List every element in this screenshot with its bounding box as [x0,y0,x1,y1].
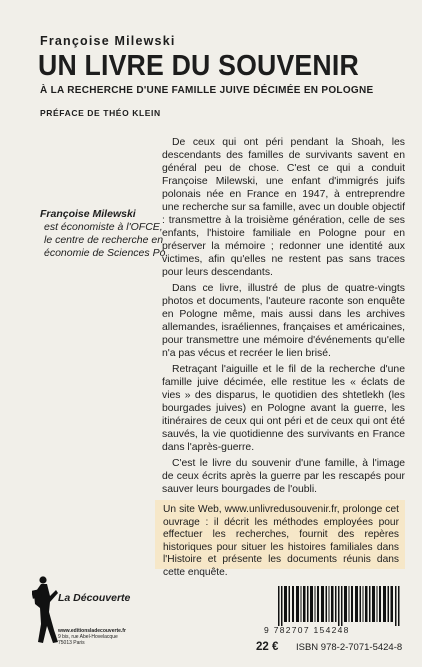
blurb-paragraph: Dans ce livre, illustré de plus de quatre-vingts photos et documents, l'auteure raconte son enquête en Pologne même, mais aussi dans les archives allemandes, israéliennes, françaises et américaines, pour transmettre une mémoire d'événements qu'elle n'a pas vécus et recréer le lien brisé. [162,283,405,359]
isbn-label: ISBN 978-2-7071-5424-8 [296,642,403,653]
preface-credit: PRÉFACE DE THÉO KLEIN [40,108,161,118]
publisher-logo-icon [32,574,60,651]
bio-author-name: Françoise Milewski [40,208,136,220]
publisher-website: www.editionsladecouverte.fr [58,628,126,634]
publisher-address-line: 9 bis, rue Abel-Hovelacque [58,634,118,640]
price-label: 22 € [256,641,279,653]
blurb-paragraph: De ceux qui ont péri pendant la Shoah, les descendants des familles de survivants savent en général peu de chose. C'est ce qui a conduit Françoise Milewski, une enfant d'immigrés juifs polonais née en France en 1947, à entreprendre une recherche sur sa famille, avec un double objectif : transmettre à la troisième génération, celle de ses enfants, l'histoire familiale en Pologne pour en préserver la mémoire ; redonner une identité aux victimes, afin qu'elles ne restent pas sans traces pour leurs descendants. [162,137,405,278]
bio-description: est économiste à l'OFCE, le centre de recherche en économie de Sciences Po. [44,221,169,259]
blurb-text [162,136,405,499]
author-bio [40,208,170,260]
publisher-address [58,628,148,646]
publisher-name: La Découverte [58,592,131,604]
book-title: UN LIVRE DU SOUVENIR [38,50,359,82]
book-subtitle: À LA RECHERCHE D'UNE FAMILLE JUIVE DÉCIMÉE EN POLOGNE [40,85,374,96]
blurb-paragraph: Retraçant l'aiguille et le fil de la recherche d'une famille juive décimée, elle restitue les « éclats de vies » des disparus, le quotidien des shtetlekh (les bourgades juives) en Pologne avant la guerre, les itinéraires de ceux qui ont péri et de ceux qui ont été sauvés, la vie quotidienne des survivants en France dans l'après-guerre. [162,364,405,453]
website-callout: Un site Web, www.unlivredusouvenir.fr, prolonge cet ouvrage : il décrit les méthodes employées pour effectuer les recherches, fournit des repères historiques pour situer les histoires familiales dans l'Histoire et présente les documents réunis dans cette enquête. [155,500,405,569]
blurb-paragraph: C'est le livre du souvenir d'une famille, à l'image de ceux écrits après la guerre par les rescapés pour sauver leurs bourgades de l'oubli. [162,458,405,495]
author-name: Françoise Milewski [40,34,176,48]
barcode-number: 9 782707 154248 [264,625,350,635]
publisher-address-line: 75013 Paris [58,640,85,646]
